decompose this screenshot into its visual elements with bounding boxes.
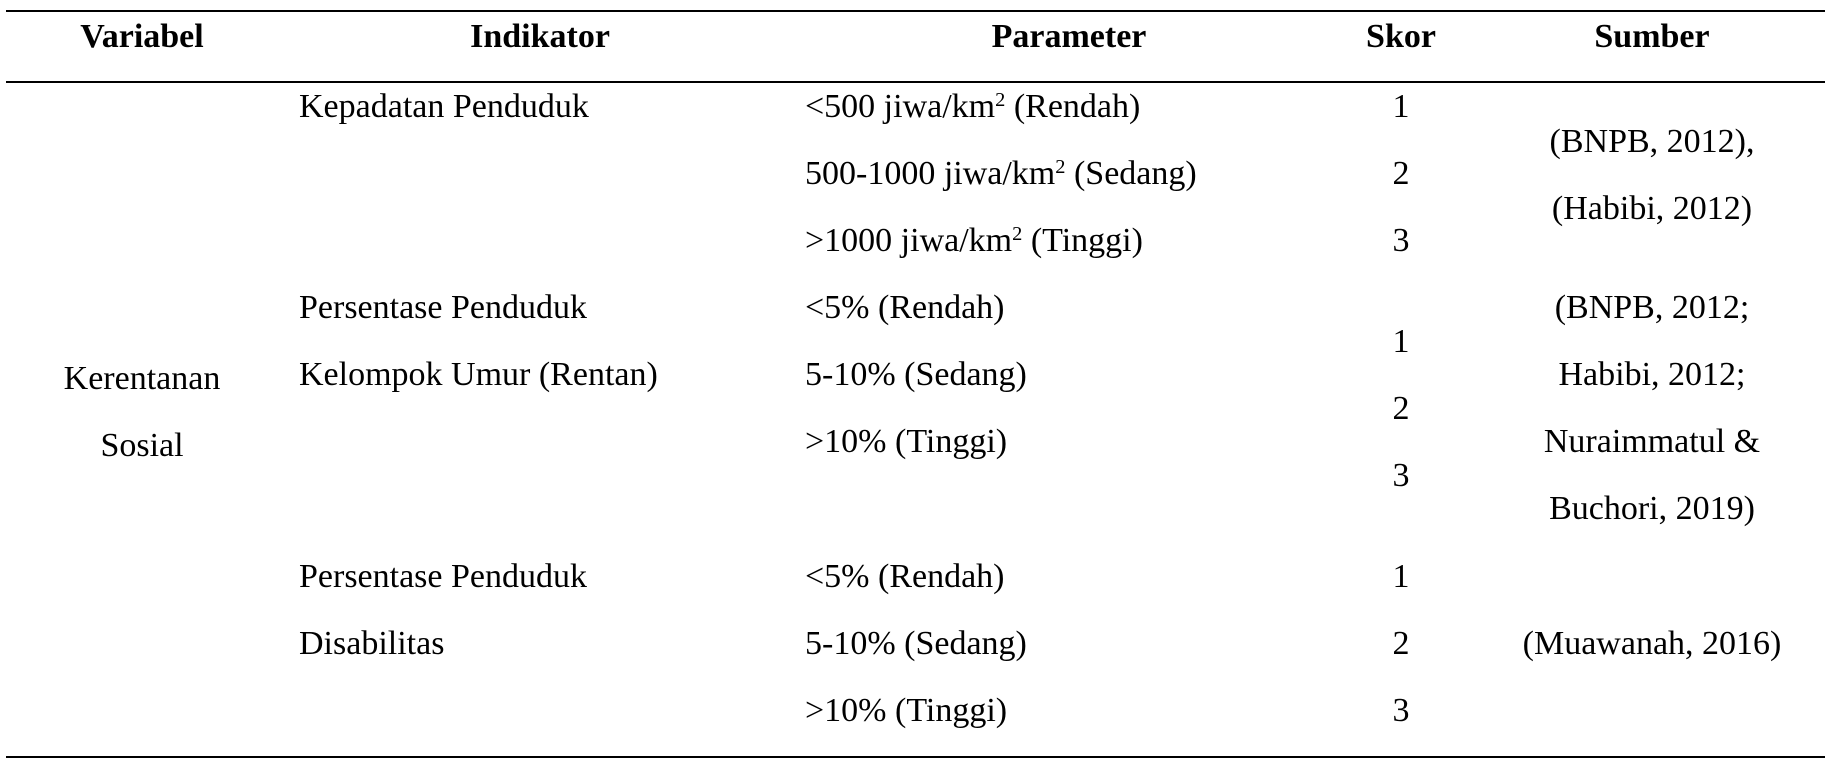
header-variabel: Variabel (80, 18, 204, 55)
variabel-line-1: Kerentanan (63, 360, 221, 397)
skor-2-1: 1 (1392, 323, 1410, 360)
indikator-3-line-2: Disabilitas (299, 625, 445, 662)
parameter-2-1: <5% (Rendah) (805, 289, 1005, 326)
indikator-3-line-1: Persentase Penduduk (299, 558, 588, 595)
table-header-rule (6, 81, 1825, 83)
parameter-3-3: >10% (Tinggi) (805, 692, 1008, 729)
parameter-3-1: <5% (Rendah) (805, 558, 1005, 595)
parameter-1-2: 500-1000 jiwa/$km^2$ (Sedang) (805, 155, 1197, 192)
variabel-line-2: Sosial (100, 427, 184, 464)
parameter-1-3: >1000 jiwa/$km^2$ (Tinggi) (805, 222, 1143, 259)
header-skor: Skor (1366, 18, 1436, 55)
skor-2-3: 3 (1392, 457, 1410, 494)
skor-3-3: 3 (1392, 692, 1410, 729)
parameter-1-1: <500 jiwa/$km^2$ (Rendah) (805, 88, 1141, 125)
parameter-2-3: >10% (Tinggi) (805, 423, 1008, 460)
table-bottom-rule (6, 756, 1825, 758)
header-sumber: Sumber (1594, 18, 1710, 55)
indikator-1-line-1: Kepadatan Penduduk (299, 88, 589, 125)
skor-3-2: 2 (1392, 625, 1410, 662)
skor-1-3: 3 (1392, 222, 1410, 259)
header-parameter: Parameter (991, 18, 1147, 55)
sumber-2-line-4: Buchori, 2019) (1549, 490, 1755, 527)
parameter-2-2: 5-10% (Sedang) (805, 356, 1027, 393)
sumber-2-line-3: Nuraimmatul & (1543, 423, 1761, 460)
table-top-rule (6, 10, 1825, 12)
parameter-3-2: 5-10% (Sedang) (805, 625, 1027, 662)
indikator-2-line-1: Persentase Penduduk (299, 289, 588, 326)
skor-2-2: 2 (1392, 390, 1410, 427)
sumber-1-line-1: (BNPB, 2012), (1549, 123, 1755, 160)
sumber-1-line-2: (Habibi, 2012) (1551, 190, 1753, 227)
skor-1-2: 2 (1392, 155, 1410, 192)
sumber-2-line-1: (BNPB, 2012; (1554, 289, 1750, 326)
sumber-2-line-2: Habibi, 2012; (1558, 356, 1746, 393)
header-indikator: Indikator (470, 18, 610, 55)
sumber-3-line-1: (Muawanah, 2016) (1522, 625, 1782, 662)
skor-1-1: 1 (1392, 88, 1410, 125)
skor-3-1: 1 (1392, 558, 1410, 595)
indikator-2-line-2: Kelompok Umur (Rentan) (299, 356, 658, 393)
